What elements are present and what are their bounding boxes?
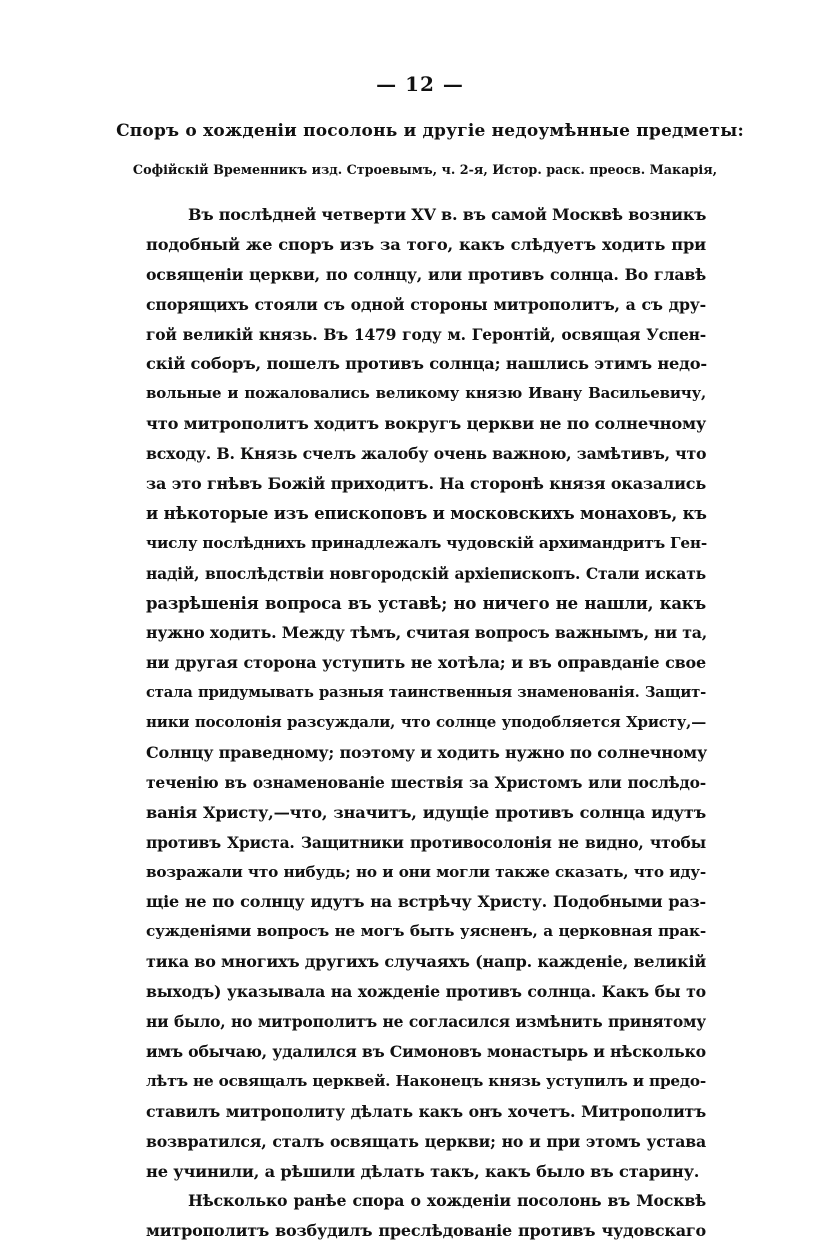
text-line: ники посолонія разсуждали, что солнце уподобляется Христу,— [146, 713, 706, 732]
text-line: нужно ходить. Между тѣмъ, считая вопросъ важнымъ, ни та, [146, 623, 708, 643]
sources-line: Софійскій Временникъ изд. Строевымъ, ч. 2-я, Истор. раск. преосв. Макарія, [132, 163, 718, 178]
text-line: лѣтъ не освящалъ церквей. Наконецъ князь уступилъ и предо- [146, 1071, 706, 1090]
text-line: тика во многихъ другихъ случаяхъ (напр. кажденіе, великій [146, 952, 706, 972]
text-line: спорящихъ стояли съ одной стороны митрополитъ, а съ дру- [146, 294, 706, 314]
text-line: ни другая сторона уступить не хотѣла; и въ оправданіе свое [146, 653, 706, 673]
text-line: имъ обычаю, удалился въ Симоновъ монастырь и нѣсколько [146, 1041, 706, 1061]
text-line: за это гнѣвъ Божій приходитъ. На сторонѣ князя оказались [146, 474, 706, 494]
text-line: разрѣшенія вопроса въ уставѣ; но ничего не нашли, какъ [146, 593, 706, 613]
text-line: выходъ) указывала на хожденіе противъ солнца. Какъ бы то [146, 982, 706, 1002]
text-line: возвратился, сталъ освящать церкви; но и при этомъ устава [146, 1131, 706, 1151]
text-line: теченію въ ознаменованіе шествія за Христомъ или послѣдо- [146, 772, 706, 792]
text-line: не учинили, а рѣшили дѣлать такъ, какъ было въ старину. [146, 1161, 700, 1181]
text-line: вольные и пожаловались великому князю Ивану Васильевичу, [146, 384, 706, 403]
body-text [146, 200, 706, 1246]
text-line: Солнцу праведному; поэтому и ходить нужно по солнечному [146, 743, 708, 763]
text-line: всходу. В. Князь счелъ жалобу очень важною, замѣтивъ, что [146, 444, 707, 464]
text-line: надій, впослѣдствіи новгородскій архіепископъ. Стали искать [146, 563, 706, 583]
text-line: и нѣкоторые изъ епископовъ и московскихъ монаховъ, къ [146, 503, 707, 523]
text-line: гой великій князь. Въ 1479 году м. Геронтій, освящая Успен- [146, 324, 706, 344]
text-line: освященіи церкви, по солнцу, или противъ солнца. Во главѣ [146, 264, 706, 284]
text-line: стала придумывать разныя таинственныя знаменованія. Защит- [146, 684, 706, 702]
text-line: щіе не по солнцу идутъ на встрѣчу Христу. Подобными раз- [146, 892, 706, 912]
text-line: противъ Христа. Защитники противосолонія не видно, чтобы [146, 832, 706, 852]
text-line: числу послѣднихъ принадлежалъ чудовскій архимандритъ Ген- [146, 533, 707, 552]
text-line: сужденіями вопросъ не могъ быть уясненъ, а церковная прак- [146, 922, 706, 941]
text-line: Нѣсколько ранѣе спора о хожденіи посолонь въ Москвѣ [188, 1191, 706, 1211]
text-line: митрополитъ возбудилъ преслѣдованіе противъ чудовскаго [146, 1221, 706, 1241]
text-line: подобный же споръ изъ за того, какъ слѣдуетъ ходить при [146, 234, 706, 254]
text-line: ни было, но митрополитъ не согласился измѣнить принятому [146, 1012, 706, 1032]
text-line: возражали что нибудь; но и они могли также сказать, что иду- [146, 862, 706, 881]
text-line: что митрополитъ ходитъ вокругъ церкви не по солнечному [146, 414, 707, 434]
text-line: скій соборъ, пошелъ противъ солнца; нашлись этимъ недо- [146, 354, 707, 374]
text-line: ставилъ митрополиту дѣлать какъ онъ хочетъ. Митрополитъ [146, 1101, 706, 1121]
paragraph-2 [146, 1186, 706, 1246]
page-number: — 12 — [376, 72, 464, 96]
text-line: Въ послѣдней четверти XV в. въ самой Москвѣ возникъ [188, 205, 707, 224]
paragraph-1 [146, 200, 706, 1186]
section-title: Споръ о хожденіи посолонь и другіе недоумѣнные предметы: [116, 121, 744, 141]
text-line: ванія Христу,—что, значитъ, идущіе противъ солнца идутъ [146, 802, 706, 822]
